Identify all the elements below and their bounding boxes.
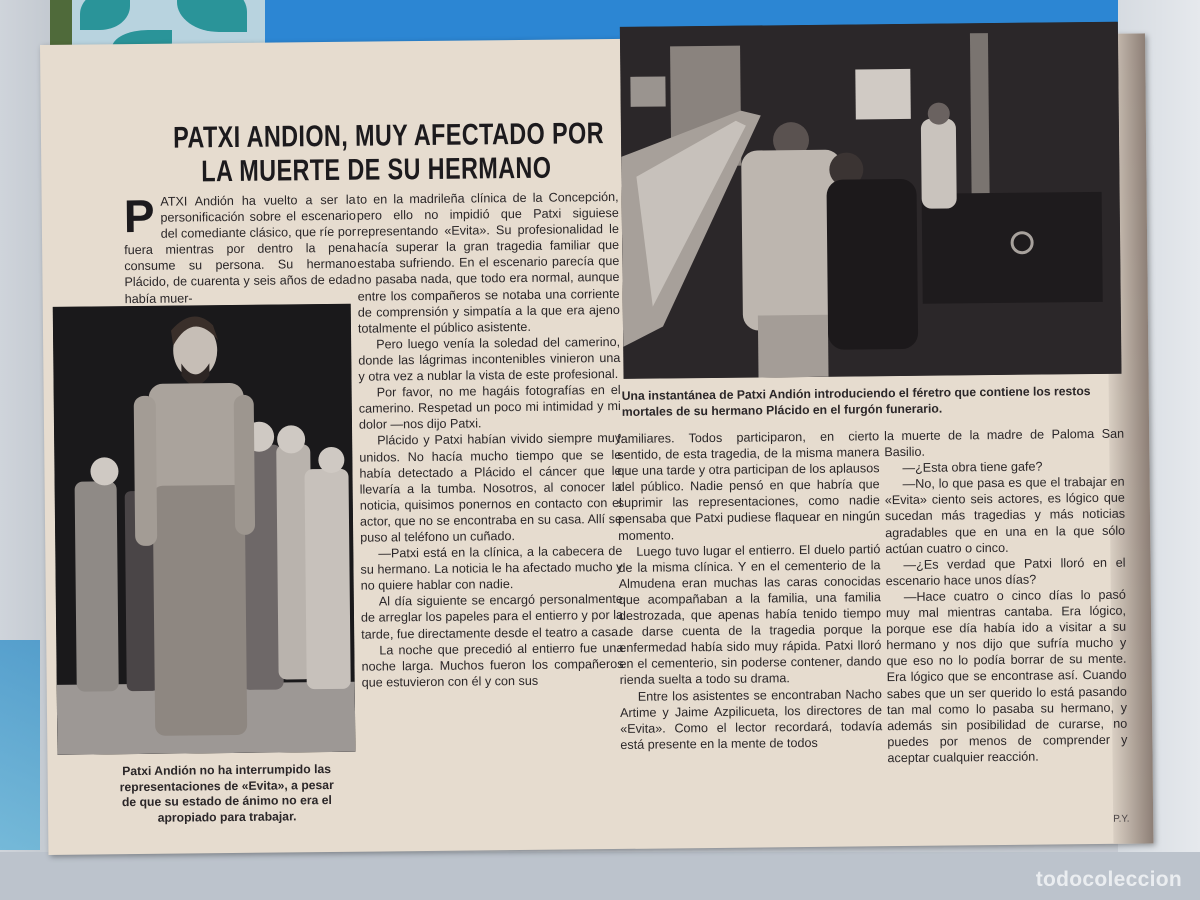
- article-headline: [173, 117, 605, 189]
- paragraph: familiares. Todos participaron, en cierto sentido, de esta tragedia, de la misma manera que una tarde y otra participan de los aplausos del público. Nadie pensó en que habría que suprimir las representaciones, como nadie pensaba que Patxi pudiese flaquear en ningún momento.: [617, 429, 881, 543]
- paragraph: Pero luego venía la soledad del camerino, donde las lágrimas incontenibles vinieron una y otra vez a nublar la vista de este profesional.: [358, 334, 621, 384]
- paragraph: —¿Esta obra tiene gafe?: [902, 459, 1043, 476]
- stage-photo-image: [53, 304, 356, 755]
- stage-photo: [53, 304, 356, 755]
- paragraph: Luego tuvo lugar el entierro. El duelo partió de la misma clínica. Y en el cementerio de la Almudena eran muchas las caras conocidas que acompañaban a la familia, una familia destrozada, que apenas había tenido tiempo de darse cuenta de la tragedia porque la enfermedad había sido muy rápida. Patxi lloró en el cementerio, sin poderse contener, dando rienda suelta a todo su drama.: [618, 541, 882, 688]
- funeral-photo: [620, 22, 1122, 379]
- leaf-shape-icon: [177, 0, 247, 32]
- article-column-4: [884, 426, 1128, 766]
- paragraph: —No, lo que pasa es que el trabajar en «Evita» ciento seis actores, es lógico que sucedan más tragedias y más noticias agradables que en una en la que sólo actúan cuatro o cinco.: [884, 474, 1126, 556]
- article-column-3: [617, 428, 882, 753]
- headline-line-2: LA MUERTE DE SU HERMANO: [201, 151, 552, 189]
- author-initials: P.Y.: [1113, 813, 1130, 825]
- background-blue-spine: [0, 640, 40, 850]
- magazine-page: [40, 33, 1153, 855]
- leaf-shape-icon: [80, 0, 130, 30]
- article-column-1: [123, 189, 357, 307]
- paragraph: to en la madrileña clínica de la Concepción, pero ello no impidió que Patxi siguiese representando «Evita». Su profesionalidad le hacía superar la gran tragedia familiar que estaba sufriendo. En el escenario parecía que no pasaba nada, que todo era normal, aunque entre los compañeros se notaba una corriente de comprensión y simpatía a la que era ajeno totalmente el público asistente.: [356, 189, 620, 336]
- watermark-logo: todocoleccion: [1035, 868, 1182, 891]
- paragraph: Entre los asistentes se encontraban Nacho Artime y Jaime Azpilicueta, los directores de «Evita». Como el lector recordará, todavía está presente en la mente de todos: [619, 686, 883, 752]
- paragraph: —¿Es verdad que Patxi lloró en el escenario hace unos días?: [885, 555, 1126, 589]
- paragraph: Por favor, no me hagáis fotografías en el camerino. Respetad un poco mi intimidad y mi dolor —nos dijo Patxi.: [358, 383, 621, 432]
- paragraph: La noche que precedió al entierro fue una noche larga. Muchos fueron los compañeros que estuvieron con él y con sus: [361, 640, 624, 690]
- paragraph-text: ATXI Andión ha vuelto a ser la personificación sobre el escenario del comediante clásico, que ríe por fuera mientras por dentro la pena consume su persona. Su hermano Plácido, de cuarenta y seis años de edad había muer-: [124, 192, 357, 306]
- paragraph: la muerte de la madre de Paloma San Basilio.: [884, 426, 1125, 460]
- paragraph: [123, 189, 357, 307]
- article-column-2: [357, 189, 624, 691]
- paragraph: —Hace cuatro o cinco días lo pasó muy mal mientras cantaba. Era lógico, porque ese día había ido a visitar a su hermano y nos dijo que sufría mucho y que eso no lo podía borrar de su mente. Era lógico que se encontrase así. Cuando sabes que un ser querido lo está pasando tan mal como lo pasaba su hermano, y además sin posibilidad de curarse, no puedes por menos de comprender y aceptar cualquier reacción.: [885, 587, 1128, 766]
- funeral-photo-image: [620, 22, 1122, 379]
- paragraph: Plácido y Patxi habían vivido siempre muy unidos. No hacía mucho tiempo que se le había detectado a Plácido el cáncer que le llevaría a la tumba. Nosotros, al conocer la noticia, quisimos ponernos en contacto con el actor, que no se encontraba en su casa. Allí se puso al teléfono un cuñado.: [359, 431, 623, 545]
- funeral-photo-caption: Una instantánea de Patxi Andión introduciendo el féretro que contiene los restos mortales de su hermano Plácido en el furgón funerario.: [621, 384, 1091, 419]
- paragraph: —Patxi está en la clínica, a la cabecera de su hermano. La noticia le ha afectado mucho y no quiere hablar con nadie.: [360, 543, 623, 593]
- headline-line-1: PATXI ANDION, MUY AFECTADO POR: [173, 117, 605, 155]
- drop-cap: P: [123, 189, 155, 243]
- background-table: [0, 852, 1200, 900]
- stage-photo-caption: Patxi Andión no ha interrumpido las representaciones de «Evita», a pesar de que su estado de ánimo no era el apropiado para trabajar.: [119, 761, 334, 825]
- paragraph: Al día siguiente se encargó personalmente de arreglar los papeles para el entierro y por la tarde, fue directamente desde el teatro a casa.: [360, 592, 624, 642]
